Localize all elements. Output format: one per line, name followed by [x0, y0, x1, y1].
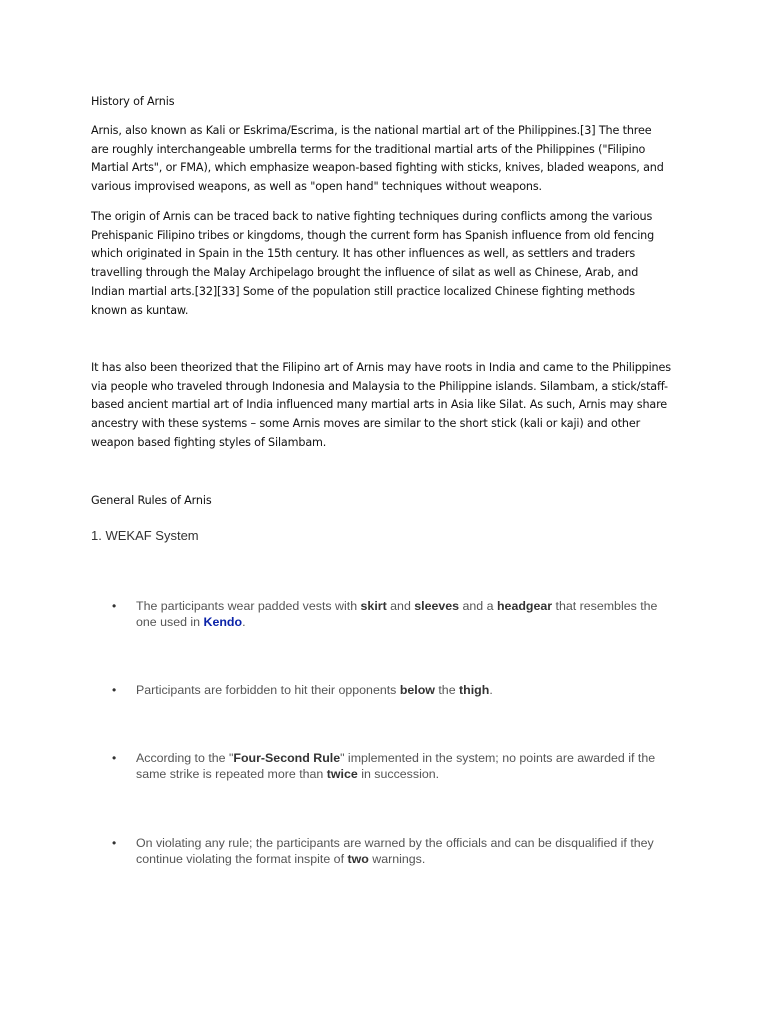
text-segment: " implemented in the system; no points are awarded if the same strike is repeated more than: [136, 751, 656, 781]
paragraph-theory: It has also been theorized that the Filipino art of Arnis may have roots in India and came to the Philippines via people who traveled through Indonesia and Malaysia to the Philippine islands. Silambam, a stick/staff-based ancient martial art of India influenced many martial arts in Asia like Silat. As such, Arnis may share ancestry with these systems – some Arnis moves are similar to the short stick (kali or kaji) and other weapon based fighting styles of Silambam.: [91, 361, 671, 449]
paragraph-origin: The origin of Arnis can be traced back to native fighting techniques during conflicts among the various Prehispanic Filipino tribes or kingdoms, though the current form has Spanish influence from old fencing which originated in Spain in the 15th century. It has other influences as well, as settlers and traders travelling through the Malay Archipelago brought the influence of silat as well as Chinese, Arab, and Indian martial arts.[32][33] Some of the population still practice localized Chinese fighting methods known as kuntaw.: [91, 210, 655, 317]
text-segment: The participants wear padded vests with: [136, 599, 361, 613]
text-segment: and: [386, 599, 415, 613]
bullet-icon: •: [112, 836, 117, 850]
text-segment: On violating any rule; the participants are warned by the officials and can be disqualified if they continue violating the format inspite of: [136, 836, 654, 866]
list-item-text: [136, 682, 666, 698]
bold-term: Four-Second Rule: [233, 751, 341, 765]
text-segment: .: [242, 615, 246, 629]
rules-heading: General Rules of Arnis: [91, 494, 212, 507]
text-segment: warnings.: [368, 852, 426, 866]
list-item: [91, 682, 681, 698]
list-item-text: [136, 750, 666, 782]
list-item-text: [136, 598, 666, 630]
text-segment: .: [489, 683, 493, 697]
bold-term: twice: [326, 767, 358, 781]
text-segment: in succession.: [357, 767, 440, 781]
text-segment: Participants are forbidden to hit their opponents: [136, 683, 400, 697]
bold-term: headgear: [496, 599, 553, 613]
text-segment: According to the ": [136, 751, 234, 765]
text-segment: the: [434, 683, 460, 697]
paragraph-intro: Arnis, also known as Kali or Eskrima/Escrima, is the national martial art of the Philippines.[3] The three are roughly interchangeable umbrella terms for the traditional martial arts of the Philippines ("Filipino Martial Arts", or FMA), which emphasize weapon-based fighting with sticks, knives, bladed weapons, and various improvised weapons, as well as "open hand" techniques without weapons.: [91, 124, 664, 194]
bullet-icon: •: [112, 683, 117, 697]
bold-term: sleeves: [414, 599, 460, 613]
bold-term: below: [399, 683, 435, 697]
text-segment: and a: [459, 599, 497, 613]
list-item: [91, 835, 681, 867]
bullet-icon: •: [112, 751, 117, 765]
text-segment: that resembles the one used in: [136, 599, 658, 629]
list-item: [91, 750, 681, 782]
wekaf-system-heading: 1. WEKAF System: [91, 528, 199, 543]
bold-term: two: [347, 852, 369, 866]
bullet-icon: •: [112, 599, 117, 613]
bold-term: thigh: [459, 683, 490, 697]
history-heading: History of Arnis: [91, 95, 175, 108]
list-item: [91, 598, 681, 630]
kendo-link[interactable]: Kendo: [203, 615, 243, 629]
bold-term: skirt: [360, 599, 387, 613]
list-item-text: [136, 835, 666, 867]
